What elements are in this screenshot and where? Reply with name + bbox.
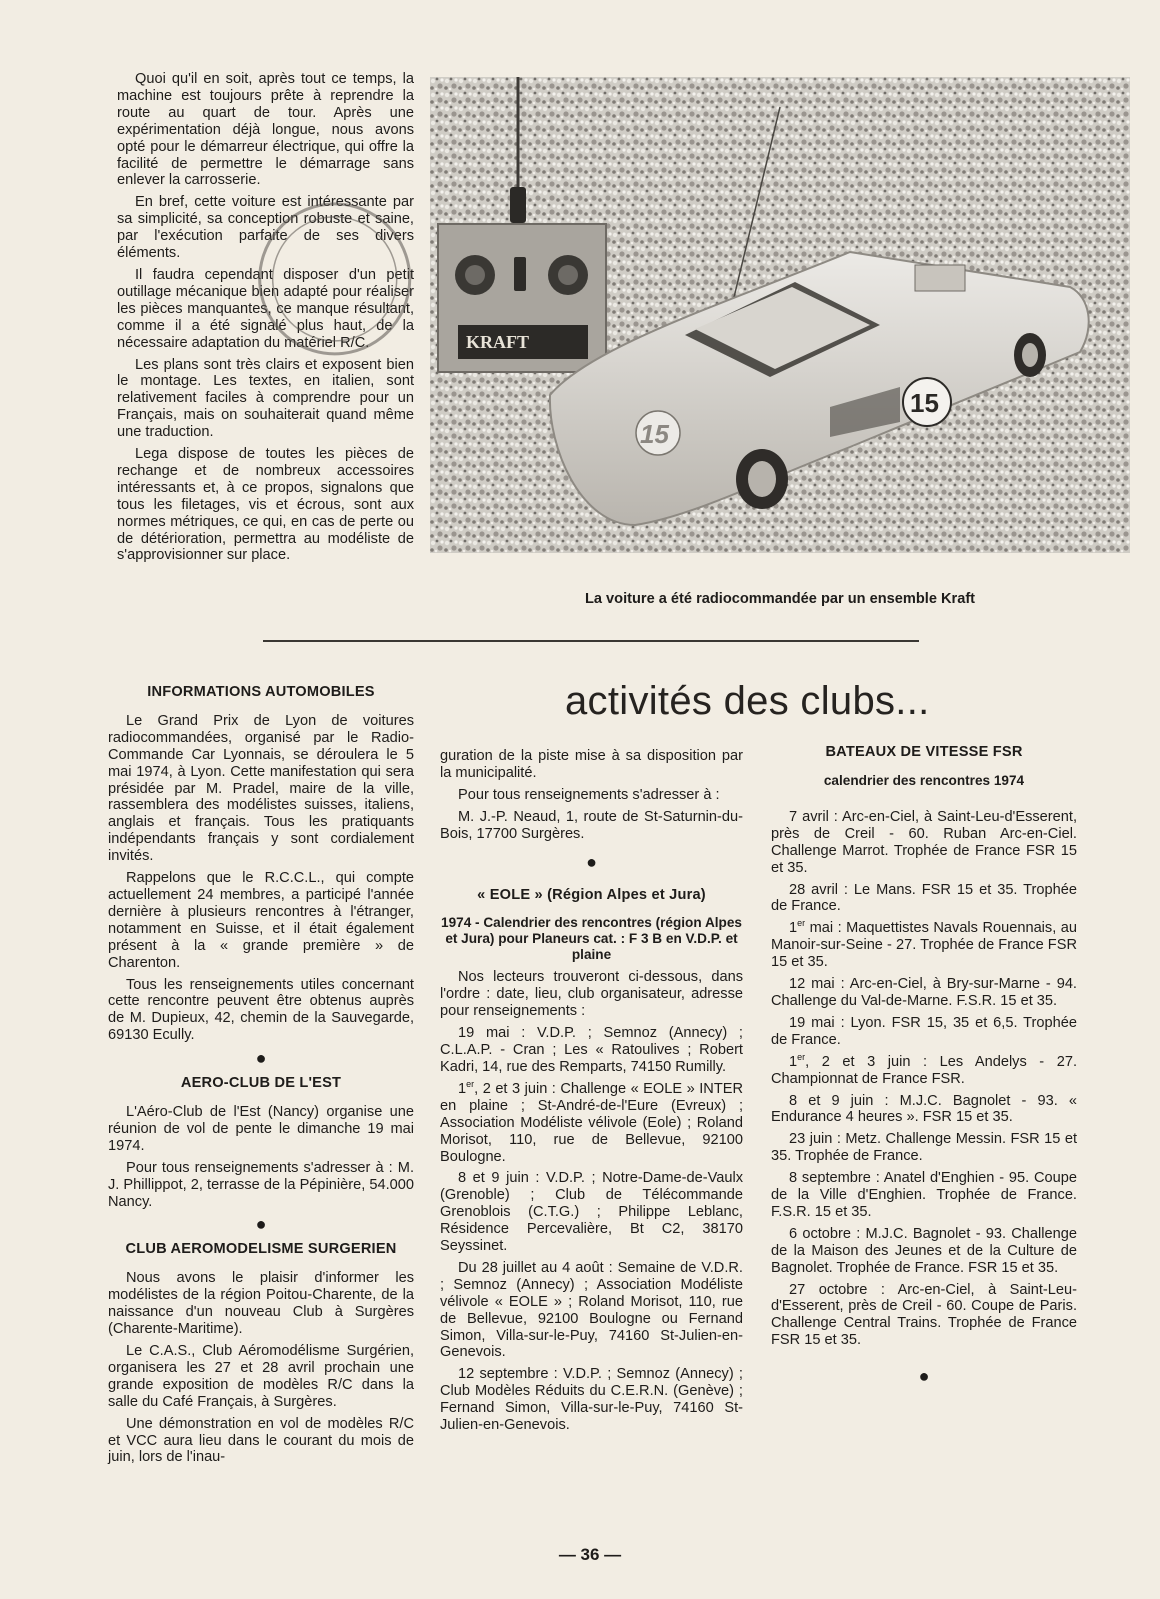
calendar-entry: 1er, 2 et 3 juin : Challenge « EOLE » INTER en plaine ; St-André-de-l'Eure (Evreux) ; Association Modéliste vélivole (Eole) ; Roland Morisot, 110, rue de Bellevue, 92100 Boulogne. (440, 1079, 744, 1165)
paragraph: Une démonstration en vol de modèles R/C et VCC aura lieu dans le courant du mois de juin, lors de l'inau- (108, 1415, 414, 1466)
left-text-column (108, 684, 414, 1471)
paragraph: Les plans sont très clairs et exposent bien le montage. Les textes, en italien, sont relativement faciles à comprendre pour un Français, mais on souhaiterait quand même une traduction. (117, 356, 414, 441)
right-text-column (771, 744, 1077, 1393)
section-heading: INFORMATIONS AUTOMOBILES (147, 684, 375, 700)
calendar-entry: 28 avril : Le Mans. FSR 15 et 35. Trophée de France. (771, 881, 1077, 915)
section-subheading: 1974 - Calendrier des rencontres (région Alpes et Jura) pour Planeurs cat. : F 3 B en V.D.P. et plaine (441, 915, 742, 963)
car-number-right: 15 (910, 388, 939, 418)
car-photo-illustration (430, 77, 1130, 553)
photo-caption: La voiture a été radiocommandée par un ensemble Kraft (584, 591, 976, 607)
paragraph: Pour tous renseignements s'adresser à : M. J. Phillippot, 2, terrasse de la Pépinière, 54.000 Nancy. (108, 1159, 414, 1210)
paragraph: L'Aéro-Club de l'Est (Nancy) organise une réunion de vol de pente le dimanche 19 mai 1974. (108, 1104, 414, 1154)
paragraph: guration de la piste mise à sa disposition par la municipalité. (440, 748, 743, 781)
paragraph: M. J.-P. Neaud, 1, route de St-Saturnin-du-Bois, 17700 Surgères. (440, 808, 743, 842)
top-text-column (117, 71, 414, 569)
separator-bullet: ● (586, 851, 597, 872)
paragraph: Tous les renseignements utiles concernant cette rencontre peuvent être obtenus auprès de M. Dupieux, 42, chemin de la Sauvegarde, 69130 Ecully. (108, 976, 414, 1044)
middle-text-column (440, 748, 743, 1439)
paragraph: En bref, cette voiture est intéressante par sa simplicité, sa conception robuste et saine, par l'exécution parfaite de ses divers éléments. (117, 194, 414, 262)
separator-bullet: ● (255, 1214, 267, 1235)
separator-bullet: ● (255, 1048, 267, 1069)
calendar-entry: 12 mai : Arc-en-Ciel, à Bry-sur-Marne - 94. Challenge du Val-de-Marne. F.S.R. 15 et 35. (771, 976, 1077, 1009)
paragraph: Quoi qu'il en soit, après tout ce temps, la machine est toujours prête à reprendre la route au quart de tour. Après une expérimentation déjà longue, nous avons opté pour le démarreur électrique, qui offre la facilité de permettre le démarrage sans enlever la carrosserie. (117, 71, 414, 189)
paragraph: Nos lecteurs trouveront ci-dessous, dans l'ordre : date, lieu, club organisateur, adresse pour renseignements : (440, 969, 743, 1020)
calendar-entry: 19 mai : Lyon. FSR 15, 35 et 6,5. Trophée de France. (771, 1014, 1077, 1048)
calendar-entry: 1er, 2 et 3 juin : Les Andelys - 27. Championnat de France FSR. (771, 1051, 1077, 1087)
paragraph: Il faudra cependant disposer d'un petit outillage mécanique bien adapté pour réaliser les pièces manquantes, ce manque résultant, comme il a été signalé plus haut, de la nécessaire adaptation du matériel R/C. (117, 266, 414, 351)
section-heading: BATEAUX DE VITESSE FSR (825, 744, 1023, 760)
section-title: activités des clubs... (565, 679, 930, 723)
calendar-entry: 8 et 9 juin : V.D.P. ; Notre-Dame-de-Vaulx (Grenoble) ; Club de Télécommande Grenoblois (C.T.G.) ; Philippe Leblanc, Résidence Percevalière, Bt C2, 38170 Seyssinet. (440, 1170, 743, 1255)
paragraph: Le Grand Prix de Lyon de voitures radiocommandées, organisé par le Radio-Commande Car Lyonnais, se déroulera le 5 mai 1974, à Lyon. Cette manifestation qui sera présidée par M. Pradel, maire de la ville, rassemblera des modélistes suisses, italiens, anglais et français. Tous les pratiquants indépendants français y sont cordialement invités. (108, 712, 414, 865)
section-heading: AERO-CLUB DE L'EST (180, 1075, 342, 1092)
section-heading: « EOLE » (Région Alpes et Jura) (477, 886, 706, 903)
calendar-entry: 12 septembre : V.D.P. ; Semnoz (Annecy) ; Club Modèles Réduits du C.E.R.N. (Genève) ; Fernand Simon, Villa-sur-le-Puy, 74160 St-Julien-en-Genevois. (440, 1366, 743, 1434)
calendar-entry: 7 avril : Arc-en-Ciel, à Saint-Leu-d'Esserent, près de Creil - 60. Ruban Arc-en-Ciel. Challenge Marrot. Trophée de France FSR 15 et 35. (771, 808, 1077, 876)
calendar-entry: 1er mai : Maquettistes Navals Rouennais, au Manoir-sur-Seine - 27. Trophée de France FSR 15 et 35. (771, 918, 1077, 971)
paragraph: Lega dispose de toutes les pièces de rechange et de nombreux accessoires intéressants et, à ce propos, signalons que tous les filetages, vis et écrous, sont aux normes métriques, ce qui, en cas de perte ou de détérioration, permettra au modéliste de s'approvisionner sur place. (117, 446, 414, 564)
section-heading: CLUB AEROMODELISME SURGERIEN (125, 1241, 397, 1258)
car-photo (430, 77, 1130, 553)
paragraph: Pour tous renseignements s'adresser à : (458, 786, 720, 803)
transmitter-brand: KRAFT (466, 332, 529, 352)
calendar-entry: 8 et 9 juin : M.J.C. Bagnolet - 93. « Endurance 4 heures ». FSR 15 et 35. (771, 1092, 1077, 1126)
page-number: — 36 — (558, 1545, 622, 1564)
paragraph: Rappelons que le R.C.C.L., qui compte actuellement 24 membres, a participé l'année dernière à plusieurs rencontres à l'étranger, notamment en Suisse, et il était également présent à la « grande première » de Charenton. (108, 870, 414, 971)
calendar-entry: 27 octobre : Arc-en-Ciel, à Saint-Leu-d'Esserent, près de Creil - 60. Coupe de Paris. Challenge Central Trains. Trophée de France FSR 15 et 35. (771, 1281, 1077, 1349)
separator-bullet: ● (918, 1366, 930, 1387)
divider-rule (263, 640, 919, 642)
calendar-entry: 19 mai : V.D.P. ; Semnoz (Annecy) ; C.L.A.P. - Cran ; Les « Ratoulives ; Robert Kadri, 14, rue des Remparts, 74150 Rumilly. (440, 1025, 743, 1075)
section-subheading: calendrier des rencontres 1974 (823, 772, 1025, 788)
paragraph: Le C.A.S., Club Aéromodélisme Surgérien, organisera les 27 et 28 avril prochain une grande exposition de modèles R/C dans la salle du Café Français, à Surgères. (108, 1343, 414, 1410)
calendar-entry: 8 septembre : Anatel d'Enghien - 95. Coupe de la Ville d'Enghien. Trophée de France. F.S.R. 15 et 35. (771, 1170, 1077, 1220)
calendar-entry: 23 juin : Metz. Challenge Messin. FSR 15 et 35. Trophée de France. (771, 1131, 1077, 1165)
car-number-left: 15 (640, 419, 669, 449)
paragraph: Nous avons le plaisir d'informer les modélistes de la région Poitou-Charente, de la naissance d'un nouveau Club à Surgères (Charente-Maritime). (108, 1270, 414, 1338)
calendar-entry: Du 28 juillet au 4 août : Semaine de V.D.R. ; Semnoz (Annecy) ; Association Modéliste vélivole « EOLE » ; Roland Morisot, 110, rue de Bellevue, 92100 Boulogne ou Fernand Simon, Villa-sur-le-Puy, 74160 St-Julien-en-Genevois. (440, 1259, 743, 1361)
calendar-entry: 6 octobre : M.J.C. Bagnolet - 93. Challenge de la Maison des Jeunes et de la Culture de Bagnolet. Trophée de France. FSR 15 et 35. (771, 1225, 1077, 1276)
